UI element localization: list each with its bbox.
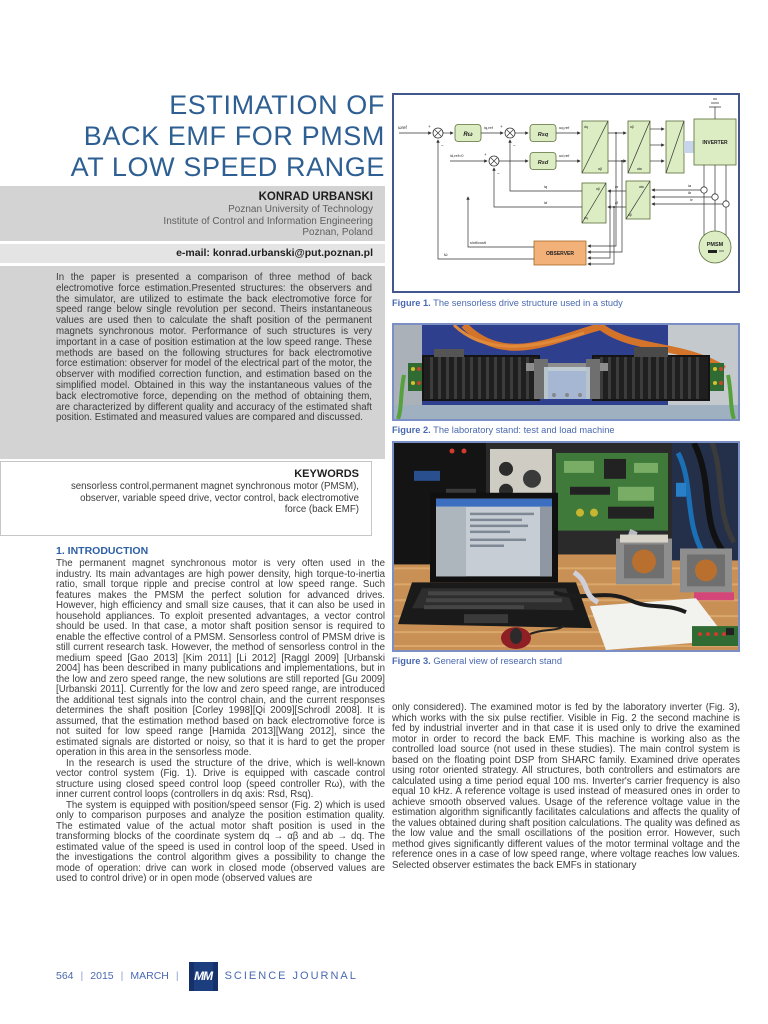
- transform-abc-ab-block: [626, 181, 650, 219]
- section-heading-introduction: 1. INTRODUCTION: [56, 545, 149, 557]
- svg-text:Rsq: Rsq: [537, 132, 549, 138]
- footer-separator: |: [80, 970, 84, 982]
- keywords-text: sensorless control,permanent magnet synchronous motor (PMSM), observer, variable speed drive, vector control, back electromotive force (back EMF): [70, 481, 359, 516]
- svg-text:INVERTER: INVERTER: [702, 140, 728, 146]
- svg-text:αβ: αβ: [598, 167, 603, 171]
- keywords-heading: KEYWORDS: [294, 468, 359, 480]
- current-controller-d-block: [530, 153, 556, 170]
- svg-text:+: +: [428, 124, 431, 129]
- current-sensor-icon: [701, 187, 707, 193]
- svg-text:–: –: [441, 143, 444, 148]
- label-omega-hat: ω: [444, 252, 448, 257]
- author-name: KONRAD URBANSKI: [258, 191, 373, 203]
- label-speed-ref: ωref: [398, 125, 407, 130]
- pink-rod: [694, 592, 734, 600]
- label-uq-ref: uq,ref: [559, 125, 570, 130]
- current-sensor-icon: [712, 194, 718, 200]
- svg-text:αβ: αβ: [630, 125, 634, 129]
- title-line-2: BACK EMF FOR PMSM: [83, 121, 385, 151]
- svg-text:dq: dq: [584, 125, 588, 129]
- sum-junction-icon: [484, 152, 500, 176]
- sum-junction-icon: [500, 124, 516, 148]
- label-iq-ref: iq,ref: [484, 125, 493, 130]
- author-email: e-mail: konrad.urbanski@put.poznan.pl: [0, 244, 385, 263]
- pmsm-block: [699, 231, 731, 263]
- transformer: [616, 535, 672, 585]
- sensorless-drive-diagram: [394, 95, 738, 291]
- observer-block: [534, 241, 586, 265]
- svg-text:ic: ic: [690, 197, 693, 202]
- footer-separator: |: [120, 970, 124, 982]
- right-paragraph-1: only considered). The examined motor is fed by the laboratory inverter (Fig. 3), which works with the six pulse rectifier. Visible in Fig. 2 the second machine is fed by industrial inverter and in that case it is used only to drive the examined motor in order to record the back EMF. This machine is working also as the controlled load source (not used in these studies). The main control system is based on the floating point DSP from SHARC family. Examined drive operates using rotor oriented strategy. All structures, both controllers and estimators are calculated using a time period equal 100 ms. Inverter's carrier frequency is also equal 10 kHz. A reference voltage is used instead of measured ones in order to achieve smooth observed values. Usage of the reference voltage value in the estimation algorithm significantly facilitates calculations and affects the quality of the values obtained during shaft position calculations. The quality was defined as the low value and the small oscillations of the position error. However, such method gives significantly different values of the motor terminal voltage and the reference ones in a case of low speed range, where voltage reaches low values. Selected observer estimates the back EMFs in stationary: [392, 703, 740, 871]
- transform-dq-ab-block: [582, 121, 608, 173]
- abstract-text: In the paper is presented a comparison of three method of back electromotive force estimation.Presented structures: the observers and the simulator, are utilized to estimate the back electromotive force for speed range below single revolution per second. Theirs instantaneous values are used then to calculate the shaft position of the permanent magnets synchronous motor. Performance of such structures is very important in a case of position estimation at the low speed range. These methods are based on the following structures for back electromotive force estimation: observer for model of the electrical part of the motor, the observer with modified correction function, and estimation based on the simplified model. Obtained in this way the instantaneous values of the back electromotive force, depending on the method of obtaining them, are characterized by different quality and accuracy of the estimated shaft position. Estimated and measured values are compared and discussed.: [0, 266, 385, 459]
- affiliation-line: Institute of Control and Information Engineering: [163, 215, 373, 227]
- svg-text:dq: dq: [584, 216, 588, 220]
- body-column-right: [392, 703, 740, 955]
- figure2-photo: [392, 323, 740, 421]
- inverter-link: [684, 141, 694, 153]
- svg-text:iα: iα: [615, 184, 619, 189]
- affiliation-line: Poznan, Poland: [302, 227, 373, 238]
- footer-separator: |: [175, 970, 179, 982]
- svg-text:ia: ia: [688, 183, 692, 188]
- pwm-block: [666, 121, 684, 173]
- label-ud-ref: ud,ref: [559, 153, 570, 158]
- figure3-photo: [392, 441, 740, 652]
- inverter-block: [694, 99, 736, 165]
- figure1-caption: Figure 1. The sensorless drive structure used in a study: [392, 298, 623, 308]
- page-footer: [56, 961, 358, 991]
- title-line-1: ESTIMATION OF: [169, 90, 385, 120]
- label-id-ref: id,ref=0: [450, 153, 464, 158]
- transform-ab-dq-block: [582, 183, 606, 223]
- sum-junction-icon: [428, 124, 444, 148]
- svg-text:abc: abc: [637, 167, 643, 171]
- svg-text:OBSERVER: OBSERVER: [546, 251, 574, 257]
- svg-text:abc: abc: [639, 185, 645, 189]
- svg-text:αβ: αβ: [628, 213, 632, 217]
- mm-logo: MM: [189, 962, 218, 991]
- lab-stand-photo: [394, 325, 738, 419]
- transformer: [680, 548, 732, 592]
- coupling: [526, 359, 608, 399]
- affiliation-line: Poznan University of Technology: [228, 204, 373, 215]
- svg-text:+: +: [500, 124, 503, 129]
- footer-month: MARCH: [130, 970, 169, 982]
- speed-controller-block: [455, 125, 481, 142]
- intro-paragraph-1: The permanent magnet synchronous motor is very often used in the industry. Its main advantages are high power density, high torque-to-inertia ratio, small torque ripple and precise control at low speed range. Such features makes the PMSM the perfect solution for advanced drives. However, high efficiency and small size causes, that it can also be used in household appliances. To exploit presented advantages, a vector control should be used. In that case, a motor shaft position sensor is required to enable the effective control of a PMSM. Sensorless control of PMSM drive is still current research task. However, the method of sensorless control in the medium speed [Gao 2013] [Kim 2011] [Li 2012] [Raggl 2009] [Urbanski 2004] has been described in many publications and implementations, but in the low and zero speed range, the new solutions are still reported [Gu 2009] [Urbanski 2011]. Currently for the low and zero speed range, are introduced the additional test signals into the control chain, and the current responses determines the shaft position [Corley 1998][Qi 2009][Schrodl 2008]. It is assumed, that the estimation method based on back electromotive force is not suited for low speed range [Hamida 2013][Wang 2012], since the estimated signals are distorted or noisy, so that it is hard to get the proper operation in this area in the sensorless mode.: [56, 559, 385, 758]
- intro-paragraph-3: The system is equipped with position/speed sensor (Fig. 2) which is used only to comparison purposes and analyze the position estimation quality. The estimated value of the actual motor shaft position is used in the transforming blocks of the coordinate system dq → αβ and ab → dq. The estimated value of the speed is used in control loop of the speed. Used in the investigations the control algorithm gives a possibility to change the mode of operation: drive can work in closed mode (observed values are used to control drive) or in open mode (observed values are: [56, 799, 385, 884]
- keywords-box: [0, 461, 372, 536]
- intro-paragraph-2: In the research is used the structure of the drive, which is well-known vector control system (Fig. 1). Drive is equipped with cascade control structure using closed speed control loop (speed controller Rω), with the inner current control loops (controllers in dq axis: Rsd, Rsq).: [56, 757, 385, 800]
- page-number: 564: [56, 970, 74, 982]
- body-column-left: [56, 559, 385, 941]
- journal-name: SCIENCE JOURNAL: [224, 970, 358, 982]
- svg-text:Rsd: Rsd: [537, 160, 549, 166]
- current-sensor-icon: [723, 201, 729, 207]
- title-line-3: AT LOW SPEED RANGE: [70, 152, 385, 182]
- svg-text:ib: ib: [688, 190, 692, 195]
- svg-text:+: +: [484, 152, 487, 157]
- svg-text:–: –: [513, 143, 516, 148]
- interface-board: [692, 626, 738, 646]
- svg-text:iβ: iβ: [615, 200, 619, 205]
- current-controller-q-block: [530, 125, 556, 142]
- footer-year: 2015: [90, 970, 114, 982]
- svg-text:iq: iq: [544, 184, 548, 189]
- author-block: [0, 186, 385, 241]
- figure3-caption: Figure 3. General view of research stand: [392, 656, 563, 666]
- research-stand-photo: [394, 443, 738, 650]
- figure2-caption: Figure 2. The laboratory stand: test and load machine: [392, 425, 615, 435]
- svg-text:–: –: [497, 171, 500, 176]
- svg-text:id: id: [544, 200, 548, 205]
- transform-ab-abc-block: [628, 121, 650, 173]
- control-board: [556, 453, 668, 531]
- label-sincos: sinθ/cosθ: [470, 241, 487, 245]
- figure1-diagram: [392, 93, 740, 293]
- svg-text:Rω: Rω: [463, 132, 473, 138]
- page-title: [0, 90, 385, 183]
- svg-text:αβ: αβ: [596, 187, 600, 191]
- svg-text:PMSM: PMSM: [706, 242, 724, 248]
- test-machine: [408, 349, 540, 401]
- load-machine: [592, 347, 724, 401]
